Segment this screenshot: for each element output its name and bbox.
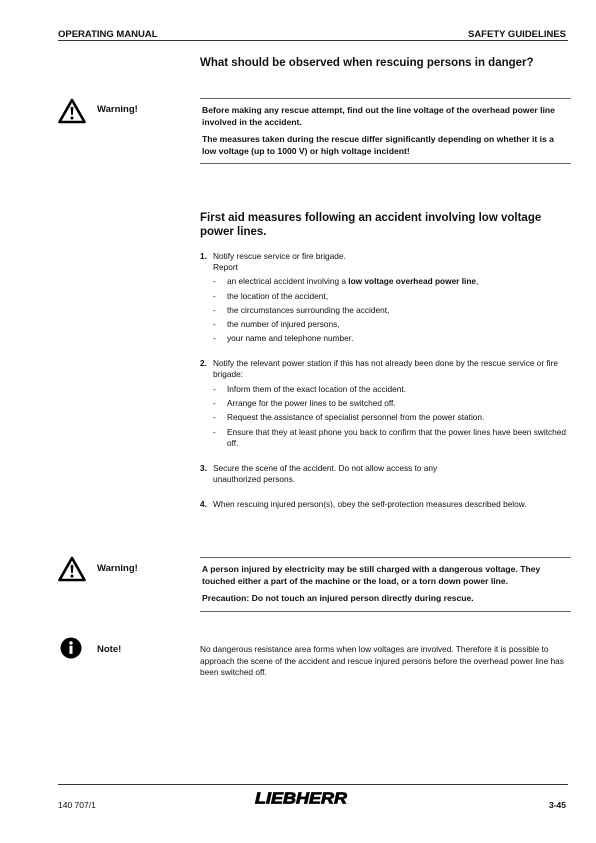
item-text-bold: low voltage overhead power line [348,276,477,287]
item-text: Ensure that they at least phone you back to confirm that the power lines have been switched off. [227,426,566,448]
note-label: Note! [97,644,122,655]
step-number: 4. [200,498,207,509]
page-number: 3-45 [548,800,566,810]
list-item [200,251,568,344]
note-text: No dangerous resistance area forms when low voltages are involved. Therefore it is possible to approach the scene of the accident and rescue injured persons before the overhead power line has been switched off. [200,644,564,677]
warning-box [200,98,571,164]
step-text: Notify the relevant power station if this has not already been done by the rescue service or fire brigade: [213,358,558,380]
list-item: - your name and telephone number. [213,333,354,344]
header-rule [58,40,568,41]
warning-text: A person injured by electricity may be still charged with a dangerous voltage. They touched either a part of the machine or the load, or a torn down power line. [202,564,541,586]
item-text: Inform them of the exact location of the accident. [227,383,406,394]
list-item [200,499,568,510]
warning-triangle-icon [58,98,86,129]
list-item: - an electrical accident involving a low voltage overhead power line, [213,276,479,287]
steps-list [200,251,568,520]
item-text: the number of injured persons, [227,319,340,330]
list-item: - the number of injured persons, [213,319,340,330]
item-text: Arrange for the power lines to be switched off. [227,398,396,409]
step-number: 2. [200,358,207,369]
step-text: Report [213,262,238,272]
doc-number: 140 707/1 [58,800,96,810]
warning-label: Warning! [97,104,138,115]
step-number: 1. [200,251,207,261]
warning-text: The measures taken during the rescue differ significantly depending on whether it is a low voltage (up to 1000 V) or high voltage incident! [202,134,554,156]
step-text: Secure the scene of the accident. Do not allow access to any unauthorized persons. [213,462,438,484]
list-item: - the circumstances surrounding the accident, [213,304,390,315]
warning-box [200,557,571,612]
item-text: Request the assistance of specialist personnel from the power station. [227,412,485,423]
step-text: Notify rescue service or fire brigade. [213,251,346,261]
warning-text: Precaution: Do not touch an injured person directly during rescue. [202,593,474,603]
list-item: - the location of the accident, [213,290,329,301]
item-text: your name and telephone number. [227,333,354,344]
info-circle-icon [60,637,82,664]
list-item [200,463,483,485]
list-item: - Inform them of the exact location of the accident. [213,383,406,394]
liebherr-logo [253,790,349,811]
list-item: - Arrange for the power lines to be switched off. [213,398,396,409]
item-text: the circumstances surrounding the accident, [227,304,390,315]
header-right: SAFETY GUIDELINES [467,29,566,40]
item-text: , [476,276,479,287]
svg-text:LIEBHERR: LIEBHERR [255,790,348,806]
list-item: - Request the assistance of specialist personnel from the power station. [213,412,485,423]
header-left: OPERATING MANUAL [58,29,158,40]
section-title: First aid measures following an accident involving low voltage power lines. [200,212,542,238]
warning-label: Warning! [97,563,138,574]
section-title: What should be observed when rescuing persons in danger? [200,57,534,69]
warning-text: Before making any rescue attempt, find out the line voltage of the overhead power line involved in the accident. [202,105,555,127]
list-item: - Ensure that they at least phone you back to confirm that the power lines have been switched off. [213,426,566,448]
step-text: When rescuing injured person(s), obey the self-protection measures described below. [213,498,527,509]
list-item [200,358,568,448]
item-text: an electrical accident involving a [227,276,349,287]
warning-triangle-icon [58,556,86,587]
step-number: 3. [200,462,207,473]
footer-rule [58,784,568,785]
item-text: the location of the accident, [227,290,329,301]
